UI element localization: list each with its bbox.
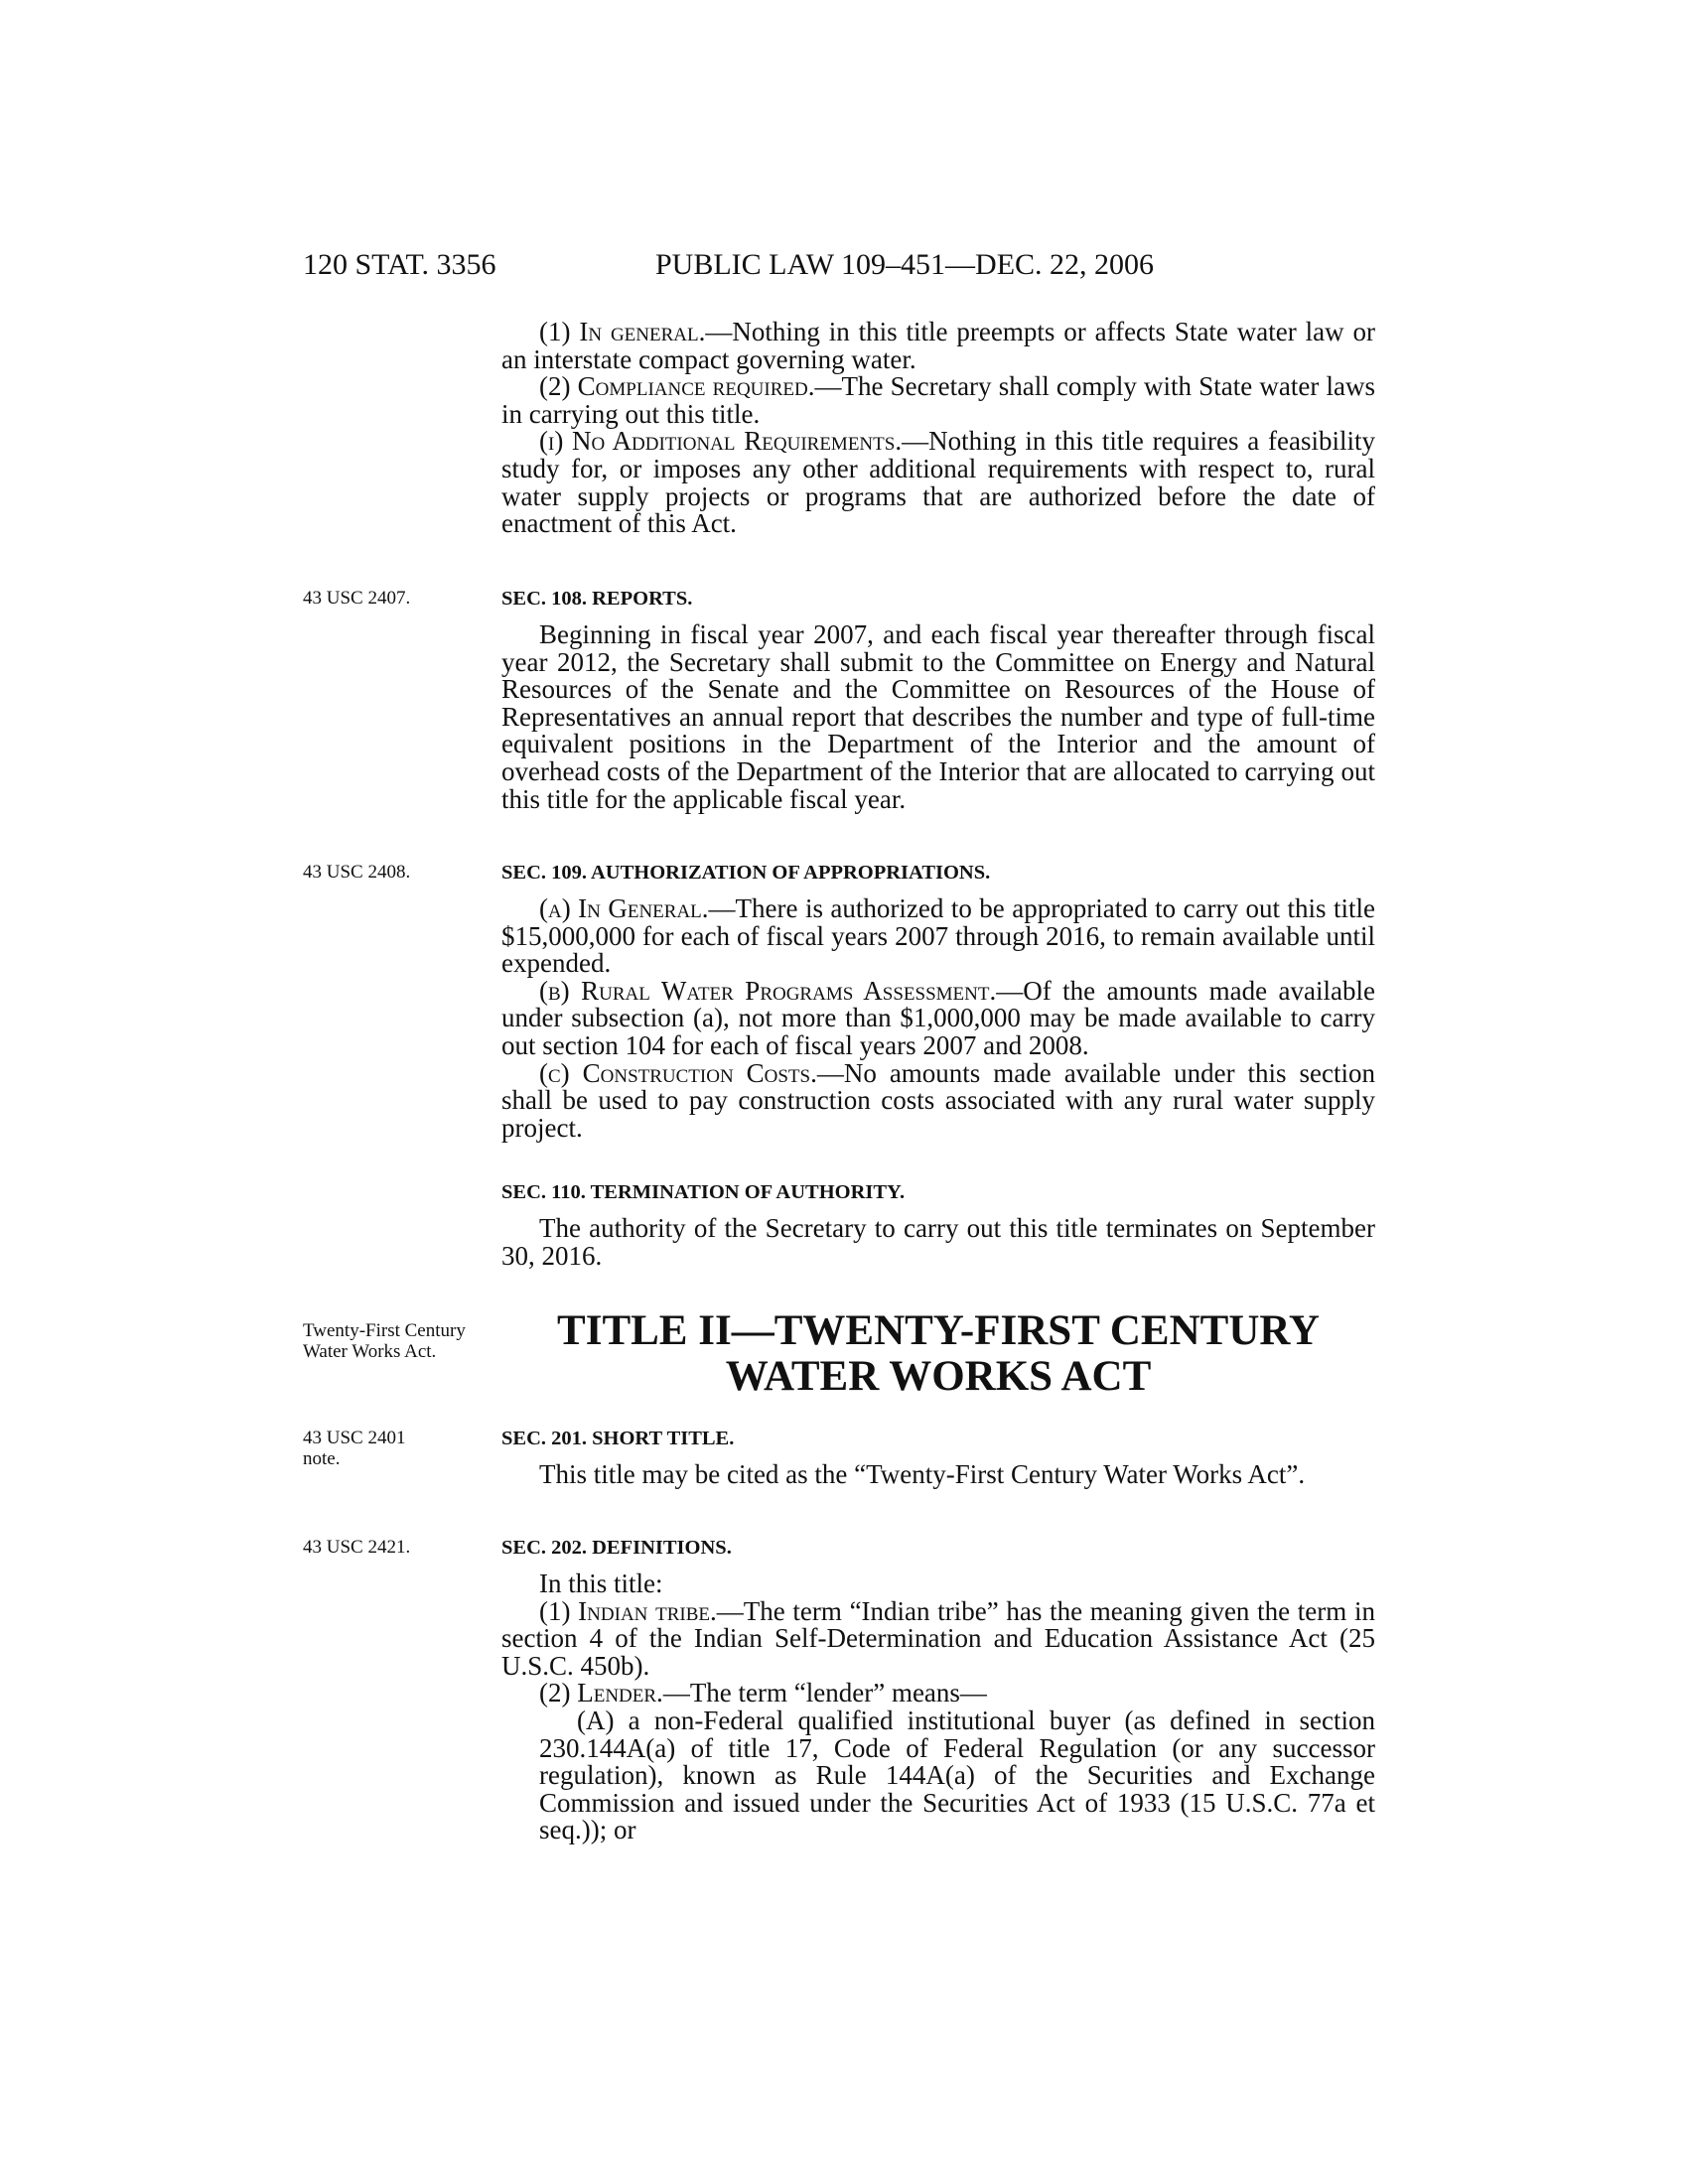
section-202 (501, 1535, 1375, 1844)
margin-note-sec109: 43 USC 2408. (303, 862, 411, 883)
top-continuation-block (501, 319, 1375, 538)
section-heading: SEC. 110. TERMINATION OF AUTHORITY. (501, 1181, 906, 1203)
section-heading: SEC. 109. AUTHORIZATION OF APPROPRIATIONS. (501, 862, 991, 884)
subsection-b (501, 975, 1375, 1060)
paragraph-2-compliance-required (501, 373, 1375, 428)
title-line-1: TITLE II—TWENTY-FIRST CENTURY (557, 1307, 1320, 1354)
subsection-label: (b) Rural Water Programs Assessment. (539, 975, 997, 1006)
section-108 (501, 586, 1375, 813)
title-2-heading (501, 1308, 1375, 1400)
paragraph-label: (i) No Additional Requirements. (539, 426, 903, 457)
definitions-intro: In this title: (539, 1569, 663, 1598)
paragraph-label: (2) Compliance required. (539, 371, 815, 402)
page-header-title: PUBLIC LAW 109–451—DEC. 22, 2006 (655, 248, 1155, 281)
paragraph-i-no-additional-requirements (501, 428, 1375, 537)
margin-note-sec201: 43 USC 2401 note. (303, 1428, 406, 1469)
page-stat-number: 120 STAT. 3356 (303, 248, 496, 281)
subsection-label: (c) Construction Costs. (539, 1057, 817, 1088)
subsection-c (501, 1057, 1375, 1143)
subsection-text: —No amounts made available under this section shall be used to pay construction costs associated with any rural water supply project. (501, 1057, 1375, 1143)
definition-text: —The term “Indian tribe” has the meaning given the term in section 4 of the Indian Self-Determination and Education Assistance Act (25 U.S.C. 450b). (501, 1595, 1375, 1681)
definition-2-subparagraph-a: (A) a non-Federal qualified institutional buyer (as defined in section 230.144A(a) of title 17, Code of Federal Regulation (or any successor regulation), known as Rule 144A(a) of the Securities and Exchange Commission and issued under the Securities Act of 1933 (15 U.S.C. 77a et seq.)); or (539, 1705, 1375, 1845)
definition-text: —The term “lender” means— (662, 1678, 987, 1708)
section-text: Beginning in fiscal year 2007, and each fiscal year thereafter through fiscal year 2012, the Secretary shall submit to the Committee on Energy and Natural Resources of the Senate and the Committee on Resources of the House of Representatives an annual report that describes the number and type of full-time equivalent positions in the Department of the Interior and the amount of overhead costs of the Department of the Interior that are allocated to carrying out this title for the applicable fiscal year. (501, 619, 1375, 814)
definition-label: (1) Indian tribe. (539, 1595, 717, 1626)
section-110 (501, 1179, 1375, 1270)
subsection-a (501, 895, 1375, 978)
definition-1-indian-tribe (501, 1595, 1375, 1681)
section-heading: SEC. 108. REPORTS. (501, 588, 693, 610)
paragraph-text: —Nothing in this title requires a feasibility study for, or imposes any other additional requirements with respect to, rural water supply projects or programs that are authorized before the date of enactment of this Act. (501, 426, 1375, 539)
section-text: The authority of the Secretary to carry out this title terminates on September 30, 2016. (501, 1213, 1375, 1271)
margin-note-sec108: 43 USC 2407. (303, 588, 411, 609)
title-line-2: WATER WORKS ACT (725, 1353, 1152, 1400)
paragraph-1-in-general (501, 319, 1375, 373)
section-201 (501, 1426, 1375, 1489)
section-heading: SEC. 201. SHORT TITLE. (501, 1428, 735, 1449)
definition-label: (2) Lender. (539, 1678, 663, 1708)
paragraph-label: (1) In general. (539, 317, 706, 346)
section-text: This title may be cited as the “Twenty-First Century Water Works Act”. (539, 1459, 1306, 1489)
section-heading: SEC. 202. DEFINITIONS. (501, 1537, 732, 1559)
margin-note-sec202: 43 USC 2421. (303, 1537, 411, 1558)
paragraph-text: —Nothing in this title preempts or affects State water law or an interstate compact governing water. (501, 317, 1375, 374)
subsection-text: —There is authorized to be appropriated to carry out this title $15,000,000 for each of fiscal years 2007 through 2016, to remain available until expended. (501, 893, 1375, 979)
paragraph-text: —The Secretary shall comply with State water laws in carrying out this title. (501, 371, 1375, 429)
subsection-text: —Of the amounts made available under subsection (a), not more than $1,000,000 may be made available to carry out section 104 for each of fiscal years 2007 and 2008. (501, 975, 1375, 1060)
definition-2-lender (501, 1680, 1375, 1707)
margin-note-title2: Twenty-First Century Water Works Act. (303, 1320, 466, 1362)
subsection-label: (a) In General. (539, 893, 709, 923)
section-109 (501, 860, 1375, 1142)
